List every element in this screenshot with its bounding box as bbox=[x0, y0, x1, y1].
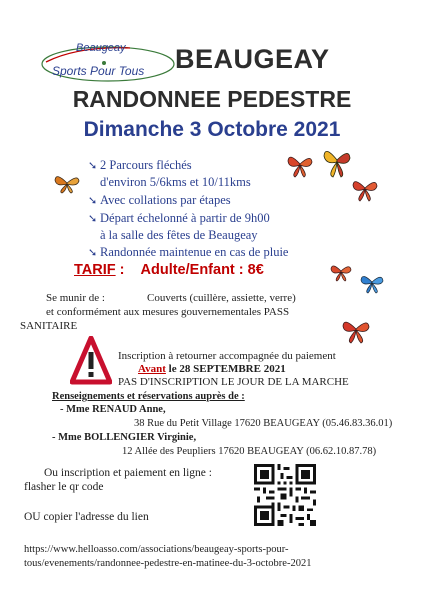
arrow-bullet-icon: ➘ bbox=[88, 195, 98, 207]
bullet-distances: d'environ 5/6kms et 10/11kms bbox=[100, 175, 251, 189]
bullet-salle: à la salle des fêtes de Beaugeay bbox=[100, 228, 258, 242]
event-date: Dimanche 3 Octobre 2021 bbox=[83, 118, 341, 141]
page-title: BEAUGEAY bbox=[175, 44, 330, 74]
munir-label: Se munir de : bbox=[46, 292, 105, 304]
logo-line2: Sports Pour Tous bbox=[52, 64, 145, 78]
logo-line1: Beaugeay bbox=[76, 42, 126, 54]
inscription-deadline: Avant le 28 SEPTEMBRE 2021 bbox=[138, 363, 286, 375]
contact2-name: - Mme BOLLENGIER Virginie, bbox=[52, 432, 197, 443]
online-line3: OU copier l'adresse du lien bbox=[24, 511, 149, 523]
contact1-address: 38 Rue du Petit Village 17620 BEAUGEAY (05.46.83.36.01) bbox=[134, 418, 393, 429]
butterfly-icon bbox=[322, 145, 352, 179]
arrow-bullet-icon: ➘ bbox=[88, 160, 98, 172]
url-line1[interactable]: https://www.helloasso.com/associations/beaugeay-sports-pour- bbox=[24, 544, 289, 555]
event-title: RANDONNEE PEDESTRE bbox=[72, 86, 352, 112]
munir-line3: SANITAIRE bbox=[20, 320, 78, 332]
online-line1: Ou inscription et paiement en ligne : bbox=[44, 467, 212, 479]
bullet-pluie: ➘ Randonnée maintenue en cas de pluie bbox=[88, 245, 289, 259]
butterfly-icon bbox=[350, 176, 380, 202]
munir-line2: et conformément aux mesures gouvernementales PASS bbox=[46, 306, 290, 318]
club-logo bbox=[38, 42, 178, 84]
inscription-line1: Inscription à retourner accompagnée du paiement bbox=[118, 350, 336, 362]
renseignements-heading: Renseignements et réservations auprès de : bbox=[52, 391, 245, 402]
arrow-bullet-icon: ➘ bbox=[88, 247, 98, 259]
butterfly-icon bbox=[54, 172, 80, 194]
arrow-bullet-icon: ➘ bbox=[88, 213, 98, 225]
munir-items: Couverts (cuillère, assiette, verre) bbox=[147, 292, 296, 304]
online-line2: flasher le qr code bbox=[24, 481, 104, 493]
tarif-line: TARIF : Adulte/Enfant : 8€ bbox=[74, 262, 264, 278]
url-line2[interactable]: tous/evenements/randonnee-pedestre-en-matinee-du-3-octobre-2021 bbox=[24, 558, 312, 569]
bullet-parcours: ➘ 2 Parcours fléchés bbox=[88, 158, 192, 172]
contact2-address: 12 Allée des Peupliers 17620 BEAUGEAY (06.62.10.87.78) bbox=[122, 446, 377, 457]
bullet-depart: ➘ Départ échelonné à partir de 9h00 bbox=[88, 211, 270, 225]
butterfly-icon bbox=[340, 316, 372, 344]
butterfly-icon bbox=[330, 262, 352, 282]
warning-triangle-icon bbox=[70, 336, 112, 386]
qr-code[interactable] bbox=[254, 464, 316, 526]
butterfly-icon bbox=[286, 152, 314, 178]
inscription-no-day: PAS D'INSCRIPTION LE JOUR DE LA MARCHE bbox=[118, 376, 349, 388]
butterfly-icon bbox=[360, 272, 384, 294]
contact1-name: - Mme RENAUD Anne, bbox=[60, 404, 166, 415]
bullet-collations: ➘ Avec collations par étapes bbox=[88, 193, 231, 207]
